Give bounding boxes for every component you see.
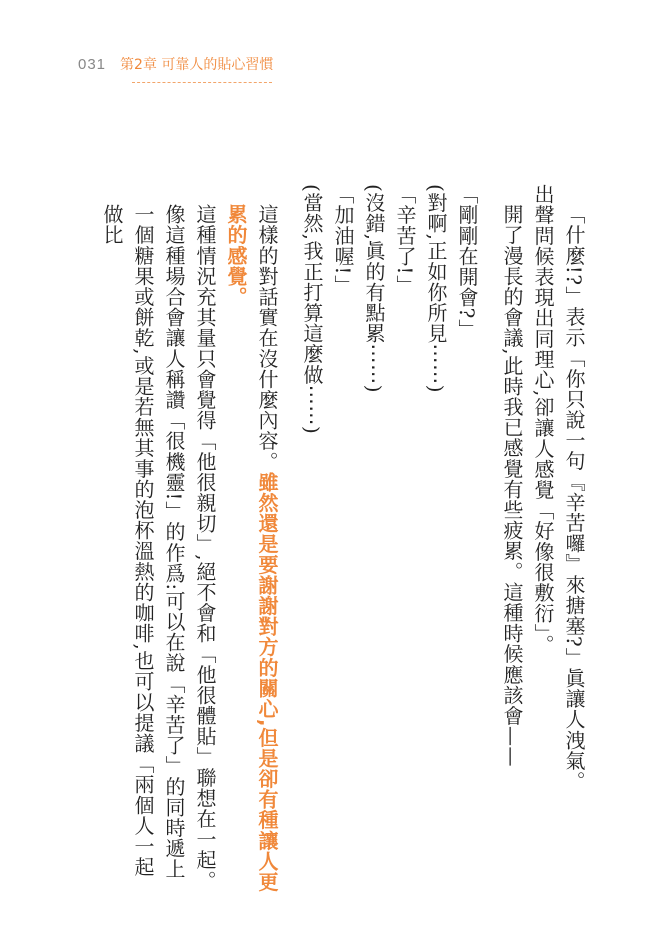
body-text	[96, 184, 589, 896]
paragraph: 出聲問候表現出同理心,卻讓人感覺「好像很敷衍」。	[531, 184, 555, 655]
dialogue-line: (對啊,正如你所見⋯⋯)	[424, 184, 448, 394]
paragraph: 「什麼!?」表示「你只說一句『辛苦囉』來搪塞?」眞讓人洩氣。	[562, 204, 586, 792]
paragraph: 像這種場合會讓人稱讚「很機靈!」的作爲:可以在說「辛苦了」的同時遞上一個糖果或餅乾,或是若無其事的泡杯溫熱的咖啡,也可以提議「兩個人一起做比	[100, 204, 186, 880]
chapter-title: 可靠人的貼心習慣	[161, 57, 274, 73]
header-divider	[132, 82, 272, 83]
dialogue-line: (當然,我正打算這麼做⋯⋯)	[300, 184, 324, 435]
chapter-heading	[120, 54, 273, 74]
dialogue-line: (沒錯,眞的有點累⋯⋯)	[362, 184, 386, 394]
emphasis-text: 雖然還是要謝謝對方的關心,但是卻有種讓人更累的感覺。	[224, 204, 279, 893]
page-header	[78, 52, 273, 76]
paragraph-text: 這樣的對話實在沒什麼內容。	[255, 204, 279, 472]
paragraph: 開了漫長的會議,此時我已感覺有些疲累。這種時候應該會——	[500, 204, 524, 768]
dialogue-line: 「辛苦了!」	[393, 184, 417, 296]
chapter-label: 第2章	[120, 57, 157, 73]
page-number: 031	[78, 55, 107, 73]
dialogue-line: 「加油喔!」	[331, 184, 355, 296]
dialogue-line: 「剛剛在開會?」	[455, 184, 479, 340]
paragraph	[220, 204, 282, 896]
paragraph: 這種情況充其量只會覺得「他很親切」,絕不會和「他很體貼」聯想在一起。	[193, 204, 217, 891]
